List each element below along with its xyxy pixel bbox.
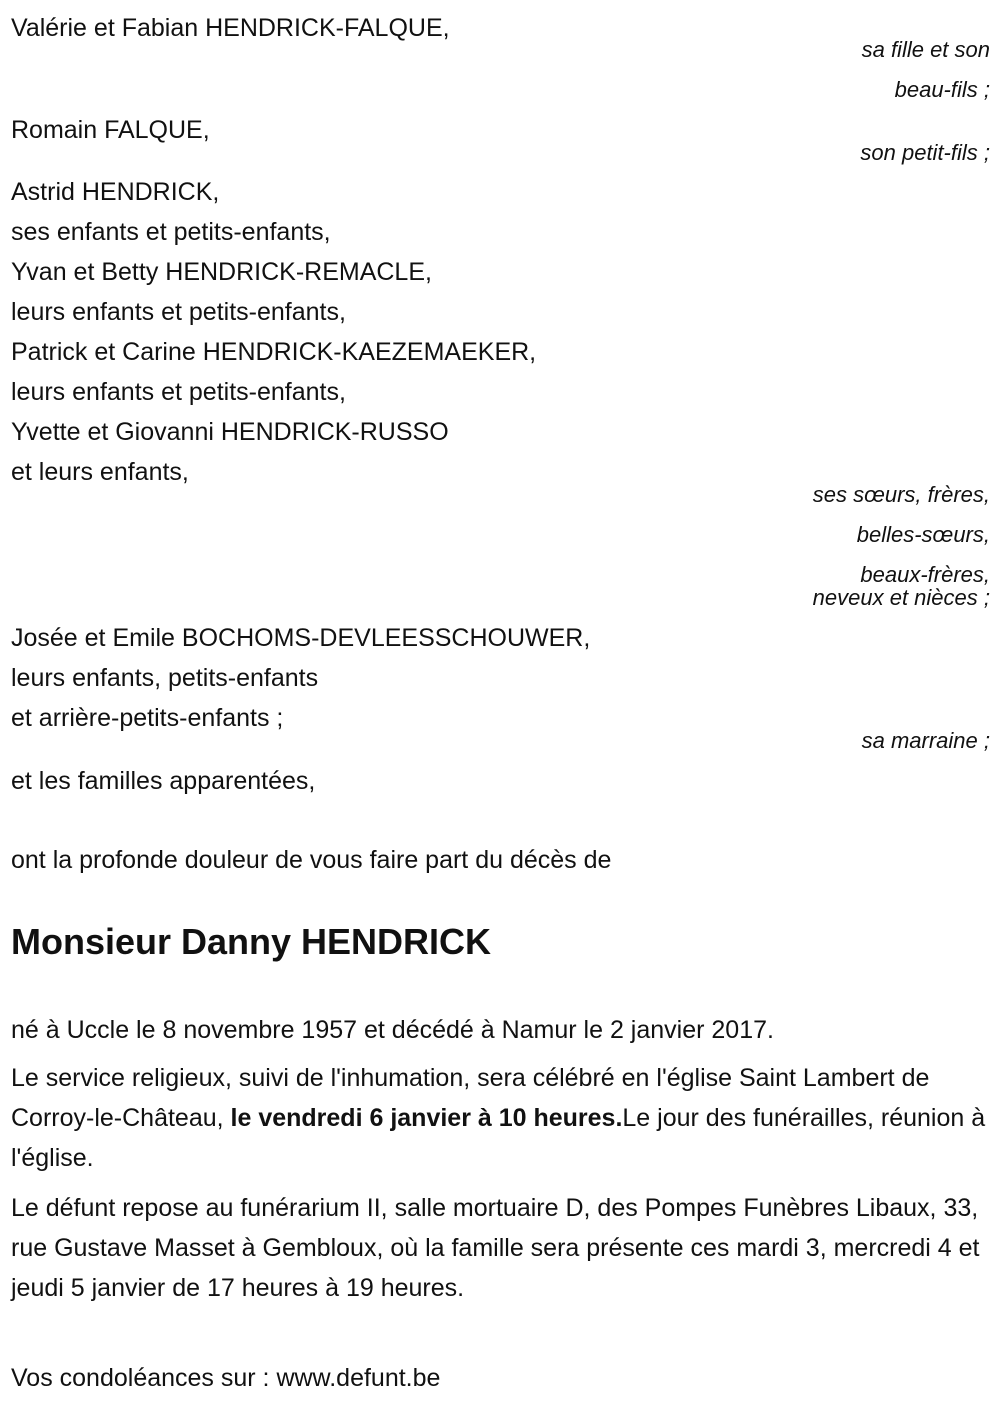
relation-label: neveux et nièces ; — [812, 585, 990, 610]
family-line: Patrick et Carine HENDRICK-KAEZEMAEKER, — [11, 338, 537, 366]
relation-label: ses sœurs, frères, — [812, 482, 990, 507]
family-line: ses enfants et petits-enfants, — [11, 218, 331, 246]
birth-death: né à Uccle le 8 novembre 1957 et décédé à Namur le 2 janvier 2017. — [11, 1016, 774, 1044]
deceased-name: Monsieur Danny HENDRICK — [11, 921, 492, 962]
service-text-after: Le jour des funérailles, réunion à l'église. — [11, 1104, 986, 1172]
family-line: et leurs enfants, — [11, 458, 189, 486]
family-line: leurs enfants et petits-enfants, — [11, 378, 346, 406]
relation-label: son petit-fils ; — [860, 140, 990, 165]
family-line: et les familles apparentées, — [11, 767, 316, 795]
family-line: et arrière-petits-enfants ; — [11, 704, 284, 732]
relation-label: beaux-frères, — [860, 562, 990, 587]
service-date: le vendredi 6 janvier à 10 heures. — [230, 1104, 623, 1132]
family-line: Yvan et Betty HENDRICK-REMACLE, — [11, 258, 432, 286]
family-line: Astrid HENDRICK, — [11, 178, 220, 206]
family-line: Romain FALQUE, — [11, 116, 210, 144]
relation-label: sa marraine ; — [861, 728, 990, 753]
service-text: Le service religieux, suivi de l'inhumation, sera célébré en l'église Saint Lambert de Corroy-le-Château, — [11, 1064, 930, 1132]
relation-label: belles-sœurs, — [856, 522, 990, 547]
family-line: Valérie et Fabian HENDRICK-FALQUE, — [11, 14, 450, 42]
family-line: leurs enfants, petits-enfants — [11, 664, 319, 692]
family-line: Yvette et Giovanni HENDRICK-RUSSO — [11, 418, 449, 446]
announcement: ont la profonde douleur de vous faire part du décès de — [11, 846, 612, 874]
family-line: Josée et Emile BOCHOMS-DEVLEESSCHOUWER, — [11, 624, 591, 652]
condolences: Vos condoléances sur : www.defunt.be — [11, 1364, 441, 1392]
service-paragraph — [11, 1058, 996, 1178]
relation-label: beau-fils ; — [894, 77, 990, 102]
family-line: leurs enfants et petits-enfants, — [11, 298, 346, 326]
relation-label: sa fille et son — [861, 37, 990, 62]
visitation-paragraph: Le défunt repose au funérarium II, salle mortuaire D, des Pompes Funèbres Libaux, 33, rue Gustave Masset à Gembloux, où la famille sera présente ces mardi 3, mercredi 4 et jeudi 5 janvier de 17 heures à 19 heures. — [11, 1194, 980, 1302]
